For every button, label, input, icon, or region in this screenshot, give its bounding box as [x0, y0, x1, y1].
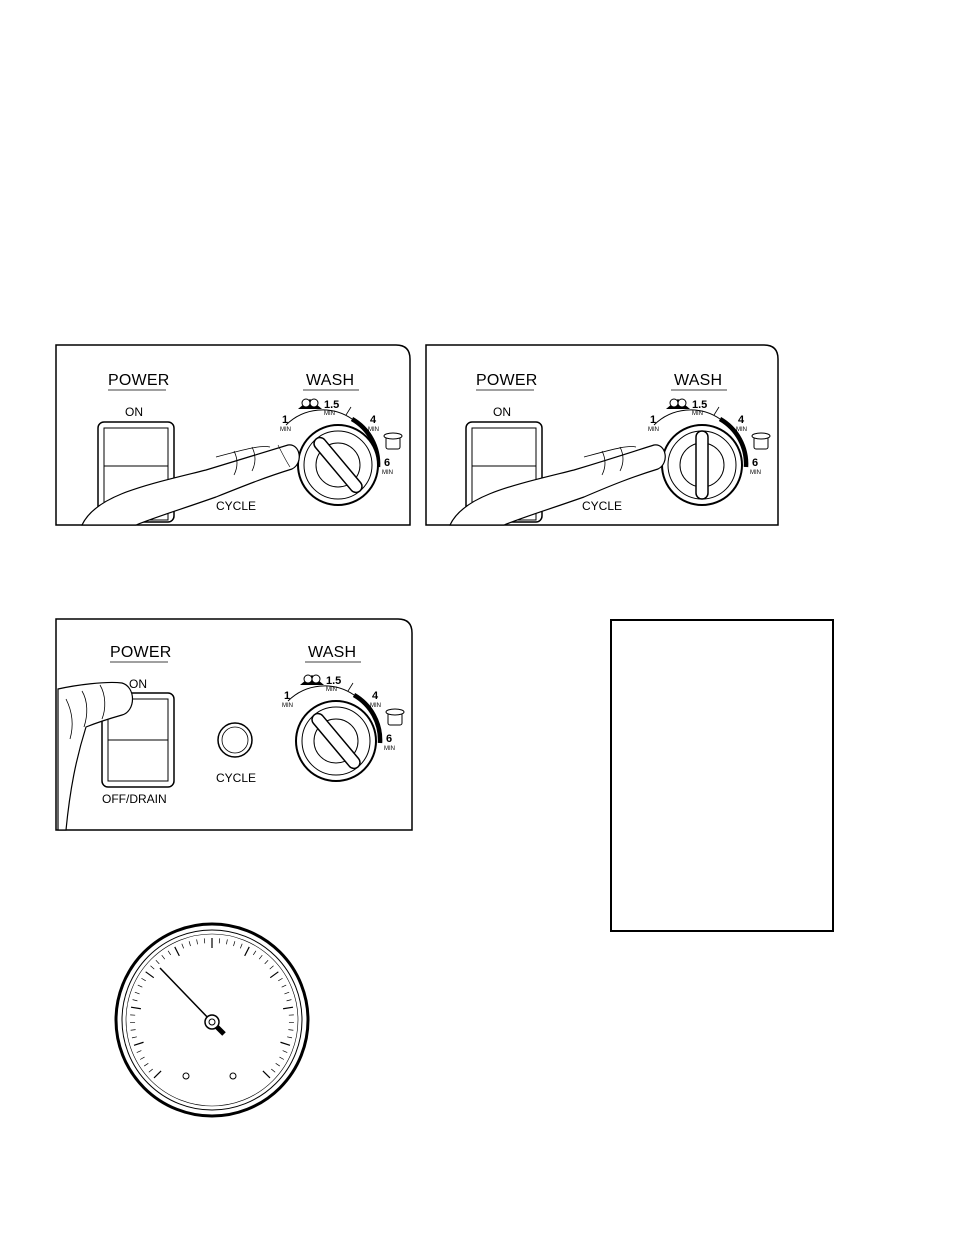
note-box: [610, 619, 834, 932]
dial-unit: MIN: [280, 427, 291, 433]
dial-unit: MIN: [736, 427, 747, 433]
power-label: POWER: [476, 372, 538, 389]
dial-unit: MIN: [382, 470, 393, 476]
gauge-pivot: [205, 1015, 219, 1029]
wash-label: WASH: [674, 372, 723, 389]
gauge-icon: [114, 920, 310, 1123]
power-label: POWER: [110, 644, 172, 661]
dial-tick-1-5: 1.5: [326, 675, 342, 687]
dial-unit: MIN: [370, 703, 381, 709]
dial-unit: MIN: [282, 703, 293, 709]
dial-unit: MIN: [368, 427, 379, 433]
dial-unit: MIN: [750, 470, 761, 476]
dial-unit: MIN: [648, 427, 659, 433]
cycle-button[interactable]: [218, 723, 252, 757]
dial-unit: MIN: [384, 746, 395, 752]
on-label: ON: [129, 677, 147, 691]
cycle-label: CYCLE: [582, 499, 623, 513]
power-label: POWER: [108, 372, 170, 389]
dial-tick-4: 4: [738, 414, 745, 426]
dial-tick-1: 1: [282, 414, 289, 426]
cycle-label: CYCLE: [216, 499, 257, 513]
wash-label: WASH: [306, 372, 355, 389]
dial-tick-1-5: 1.5: [324, 399, 340, 411]
control-panel-1: [56, 345, 412, 527]
on-label: ON: [125, 405, 143, 419]
dial-unit: MIN: [326, 687, 337, 693]
cycle-label: CYCLE: [216, 771, 257, 785]
dial-unit: MIN: [692, 411, 703, 417]
dial-tick-6: 6: [386, 733, 393, 745]
pot-icon: [384, 433, 402, 449]
control-panel-2: [426, 345, 782, 527]
control-panel-3: [56, 619, 416, 833]
dial-tick-4: 4: [372, 690, 379, 702]
dial-tick-1: 1: [284, 690, 291, 702]
dial-tick-6: 6: [384, 457, 391, 469]
dial-tick-4: 4: [370, 414, 377, 426]
off-drain-label: OFF/DRAIN: [102, 792, 167, 806]
wash-label: WASH: [308, 644, 357, 661]
pot-icon: [386, 709, 404, 725]
dial-tick-1-5: 1.5: [692, 399, 708, 411]
dial-tick-6: 6: [752, 457, 759, 469]
dial-tick-1: 1: [650, 414, 657, 426]
pot-icon: [752, 433, 770, 449]
dial-unit: MIN: [324, 411, 335, 417]
on-label: ON: [493, 405, 511, 419]
